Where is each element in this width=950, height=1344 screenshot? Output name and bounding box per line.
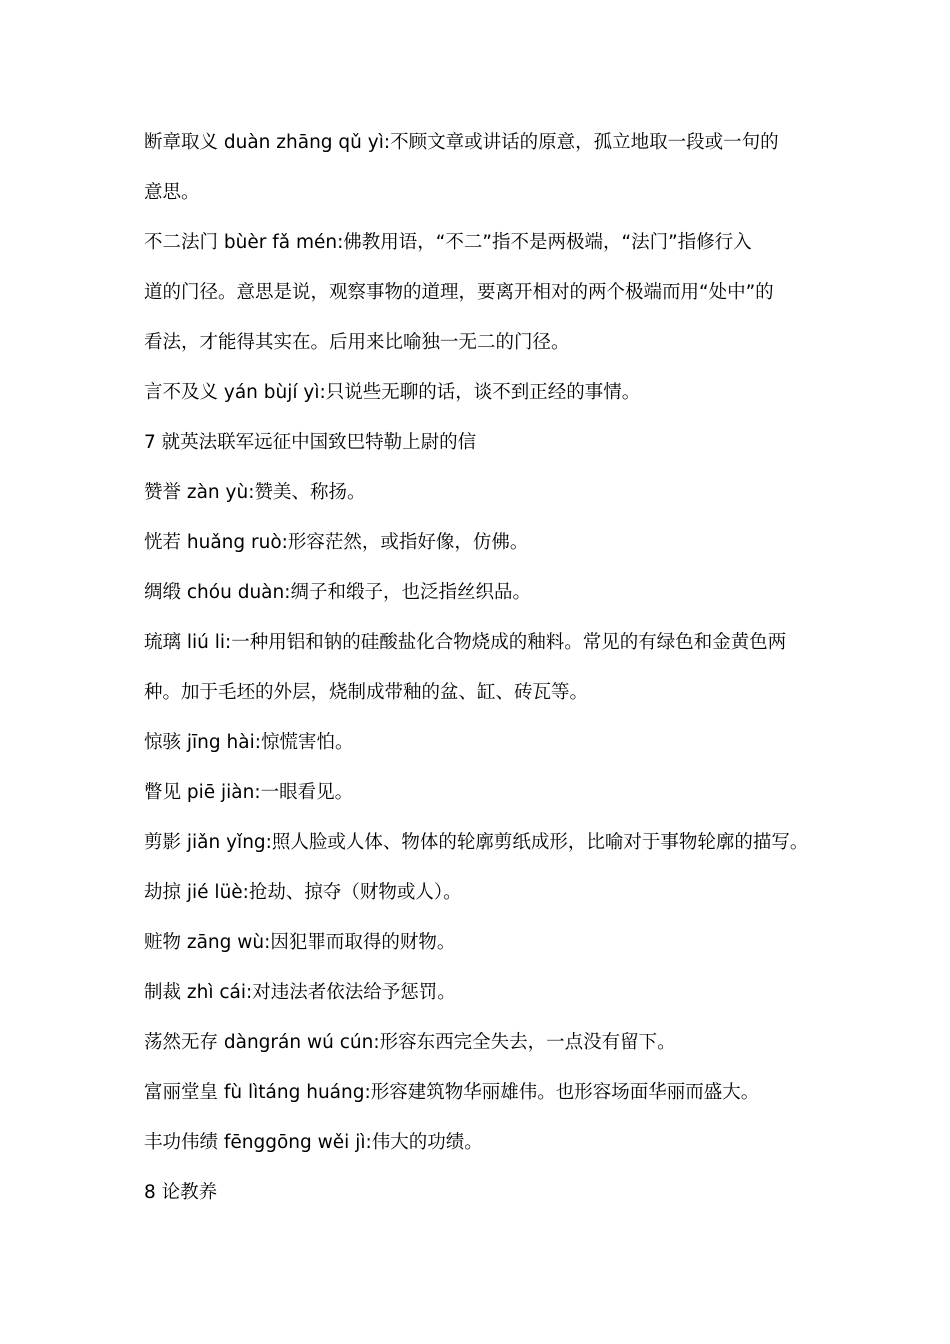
section-heading: 7 就英法联军远征中国致巴特勒上尉的信 — [144, 432, 477, 453]
text-line: 琉璃 liú li:一种用铝和钠的硅酸盐化合物烧成的釉料。常见的有绿色和金黄色两 — [144, 632, 787, 653]
text-line: 惊骇 jīng hài:惊慌害怕。 — [144, 732, 354, 753]
text-line: 言不及义 yán bùjí yì:只说些无聊的话，谈不到正经的事情。 — [144, 382, 641, 403]
text-line: 看法，才能得其实在。后用来比喻独一无二的门径。 — [144, 332, 570, 353]
text-line: 富丽堂皇 fù lìtáng huáng:形容建筑物华丽雄伟。也形容场面华丽而盛大。 — [144, 1082, 760, 1103]
text-line: 劫掠 jié lüè:抢劫、掠夺（财物或人）。 — [144, 882, 462, 903]
text-line: 荡然无存 dàngrán wú cún:形容东西完全失去，一点没有留下。 — [144, 1032, 676, 1053]
text-line: 制裁 zhì cái:对违法者依法给予惩罚。 — [144, 982, 456, 1003]
text-line: 剪影 jiǎn yǐng:照人脸或人体、物体的轮廓剪纸成形，比喻对于事物轮廓的描写。 — [144, 832, 809, 853]
text-line: 意思。 — [144, 182, 200, 203]
section-heading: 8 论教养 — [144, 1182, 218, 1203]
text-line: 不二法门 bùèr fǎ mén:佛教用语，“不二”指不是两极端，“法门”指修行入 — [144, 232, 752, 253]
text-line: 丰功伟绩 fēnggōng wěi jì:伟大的功绩。 — [144, 1132, 483, 1153]
text-line: 道的门径。意思是说，观察事物的道理，要离开相对的两个极端而用“处中”的 — [144, 282, 774, 303]
text-line: 断章取义 duàn zhāng qǔ yì:不顾文章或讲话的原意，孤立地取一段或一句的 — [144, 132, 779, 153]
text-line: 绸缎 chóu duàn:绸子和缎子，也泛指丝织品。 — [144, 582, 531, 603]
text-line: 瞥见 piē jiàn:一眼看见。 — [144, 782, 354, 803]
text-line: 赞誉 zàn yù:赞美、称扬。 — [144, 482, 366, 503]
text-line: 恍若 huǎng ruò:形容茫然，或指好像，仿佛。 — [144, 532, 529, 553]
text-line: 赃物 zāng wù:因犯罪而取得的财物。 — [144, 932, 456, 953]
document-body — [144, 118, 814, 1218]
text-line: 种。加于毛坯的外层，烧制成带釉的盆、缸、砖瓦等。 — [144, 682, 589, 703]
